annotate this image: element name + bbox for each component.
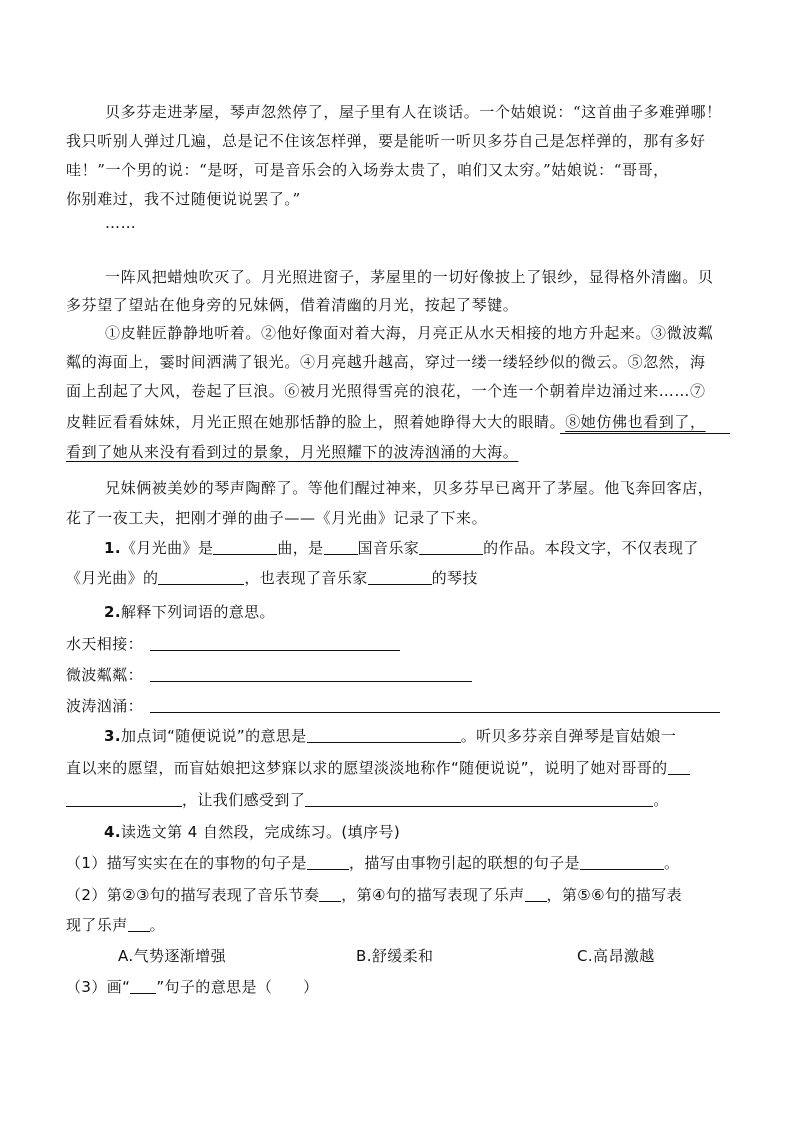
underline-sample	[130, 977, 156, 994]
sub-question-2-cont	[66, 914, 165, 936]
sub-question-3	[66, 976, 319, 998]
passage-line: 多芬望了望站在他身旁的兄妹俩，借着清幽的月光，按起了琴键。	[66, 296, 519, 314]
option-b: B.舒缓柔和	[356, 947, 434, 965]
question-text: 的作品。本段文字，不仅表现了	[483, 539, 699, 557]
answer-blank[interactable]	[128, 915, 150, 932]
question-text: ，也表现了音乐家	[244, 569, 368, 587]
question-number: 2.	[104, 603, 121, 621]
question-text: 直以来的愿望，而盲姑娘把这梦寐以求的愿望淡淡地称作“随便说说”，说明了她对哥哥的	[66, 759, 668, 777]
passage-text: 皮鞋匠看看妹妹，月光正照在她那恬静的脸上，照着她睁得大大的眼睛。	[66, 413, 566, 431]
question-line	[66, 567, 478, 589]
answer-blank[interactable]	[319, 885, 341, 902]
question-text: 曲，是	[277, 539, 324, 557]
underline-rule	[560, 433, 730, 434]
question-text: 现了乐声	[66, 916, 128, 934]
question-text: 。	[149, 916, 166, 934]
question-text: 加点词“随便说说”的意思是	[120, 727, 307, 745]
passage-line: 兄妹俩被美妙的琴声陶醉了。等他们醒过神来，贝多芬早已离开了茅屋。他飞奔回客店，	[105, 479, 714, 497]
option-a: A.气势逐渐增强	[118, 947, 226, 965]
question-line	[104, 537, 699, 559]
passage-line: 花了一夜工夫，把刚才弹的曲子——《月光曲》记录了下来。	[66, 509, 488, 527]
sub-question-2	[66, 884, 682, 906]
question-text: ，第⑤⑥句的描写表	[546, 886, 682, 904]
question-text: 国音乐家	[357, 539, 420, 557]
answer-line[interactable]	[150, 712, 720, 713]
question-text: 。	[663, 854, 680, 872]
question-text: 的琴技	[431, 569, 478, 587]
underlined-sentence-part: ⑧她仿佛也看到了，	[565, 413, 706, 431]
passage-line	[66, 441, 518, 463]
question-text: ，第④句的描写表现了乐声	[341, 886, 525, 904]
question-title	[104, 601, 275, 623]
question-text: （1）描写实实在在的事物的句子是	[66, 854, 307, 872]
answer-blank[interactable]	[525, 885, 547, 902]
answer-blank[interactable]	[307, 726, 461, 743]
question-text: ”句子的意思是（ ）	[156, 978, 319, 996]
question-line	[104, 725, 676, 747]
question-text: （2）第②③句的描写表现了音乐节奏	[66, 886, 320, 904]
answer-line[interactable]	[150, 650, 400, 651]
answer-blank[interactable]	[66, 790, 182, 807]
question-title	[104, 821, 400, 843]
question-text: 《月光曲》是	[120, 539, 214, 557]
answer-blank[interactable]	[419, 538, 483, 555]
term-label: 微波粼粼：	[66, 666, 144, 684]
question-text: 。	[653, 791, 669, 809]
passage-line: 贝多芬走进茅屋，琴声忽然停了，屋子里有人在谈话。一个姑娘说：“这首曲子多难弹哪！	[105, 103, 722, 121]
answer-blank[interactable]	[368, 568, 432, 585]
passage-line: 哇！”一个男的说：“是呀，可是音乐会的入场券太贵了，咱们又太穷。”姑娘说：“哥哥，	[66, 161, 669, 179]
question-text: ，描写由事物引起的联想的句子是	[348, 854, 580, 872]
question-line	[66, 789, 669, 811]
question-text: （3）画“	[66, 978, 131, 996]
question-line	[66, 757, 690, 779]
term-label: 水天相接：	[66, 635, 144, 653]
question-text: 读选文第 4 自然段，完成练习。(填序号)	[120, 823, 401, 841]
question-number: 1.	[104, 539, 121, 557]
answer-blank[interactable]	[305, 790, 653, 807]
answer-blank[interactable]	[324, 538, 358, 555]
passage-line	[66, 411, 706, 433]
question-number: 3.	[104, 727, 121, 745]
question-text: ，让我们感受到了	[182, 791, 306, 809]
answer-blank[interactable]	[580, 853, 664, 870]
passage-ellipsis: ……	[105, 214, 137, 232]
answer-blank[interactable]	[213, 538, 277, 555]
question-text: 《月光曲》的	[66, 569, 159, 587]
underlined-sentence: 看到了她从来没有看到过的景象，月光照耀下的波涛汹涌的大海。	[66, 443, 519, 461]
answer-blank[interactable]	[668, 758, 690, 775]
passage-line: 你别难过，我不过随便说说罢了。”	[66, 190, 301, 208]
option-c: C.高昂激越	[577, 947, 655, 965]
term-label: 波涛汹涌：	[66, 697, 144, 715]
passage-line: 一阵风把蜡烛吹灭了。月光照进窗子，茅屋里的一切好像披上了银纱，显得格外清幽。贝	[105, 268, 714, 286]
answer-line[interactable]	[150, 681, 472, 682]
answer-blank[interactable]	[307, 853, 349, 870]
sub-question-1	[66, 852, 679, 874]
passage-line: 粼的海面上，霎时间洒满了银光。④月亮越升越高，穿过一缕一缕轻纱似的微云。⑤忽然，海	[66, 353, 706, 371]
question-number: 4.	[104, 823, 121, 841]
question-text: 。听贝多芬亲自弹琴是盲姑娘一	[460, 727, 677, 745]
passage-line: ①皮鞋匠静静地听着。②他好像面对着大海，月亮正从水天相接的地方升起来。③微波粼	[105, 324, 714, 342]
passage-line: 面上刮起了大风，卷起了巨浪。⑥被月光照得雪亮的浪花，一个连一个朝着岸边涌过来……⑦	[66, 382, 706, 400]
answer-blank[interactable]	[158, 568, 244, 585]
question-text: 解释下列词语的意思。	[120, 603, 275, 621]
passage-line: 我只听别人弹过几遍，总是记不住该怎样弹，要是能听一听贝多芬自己是怎样弹的，那有多好	[66, 132, 706, 150]
